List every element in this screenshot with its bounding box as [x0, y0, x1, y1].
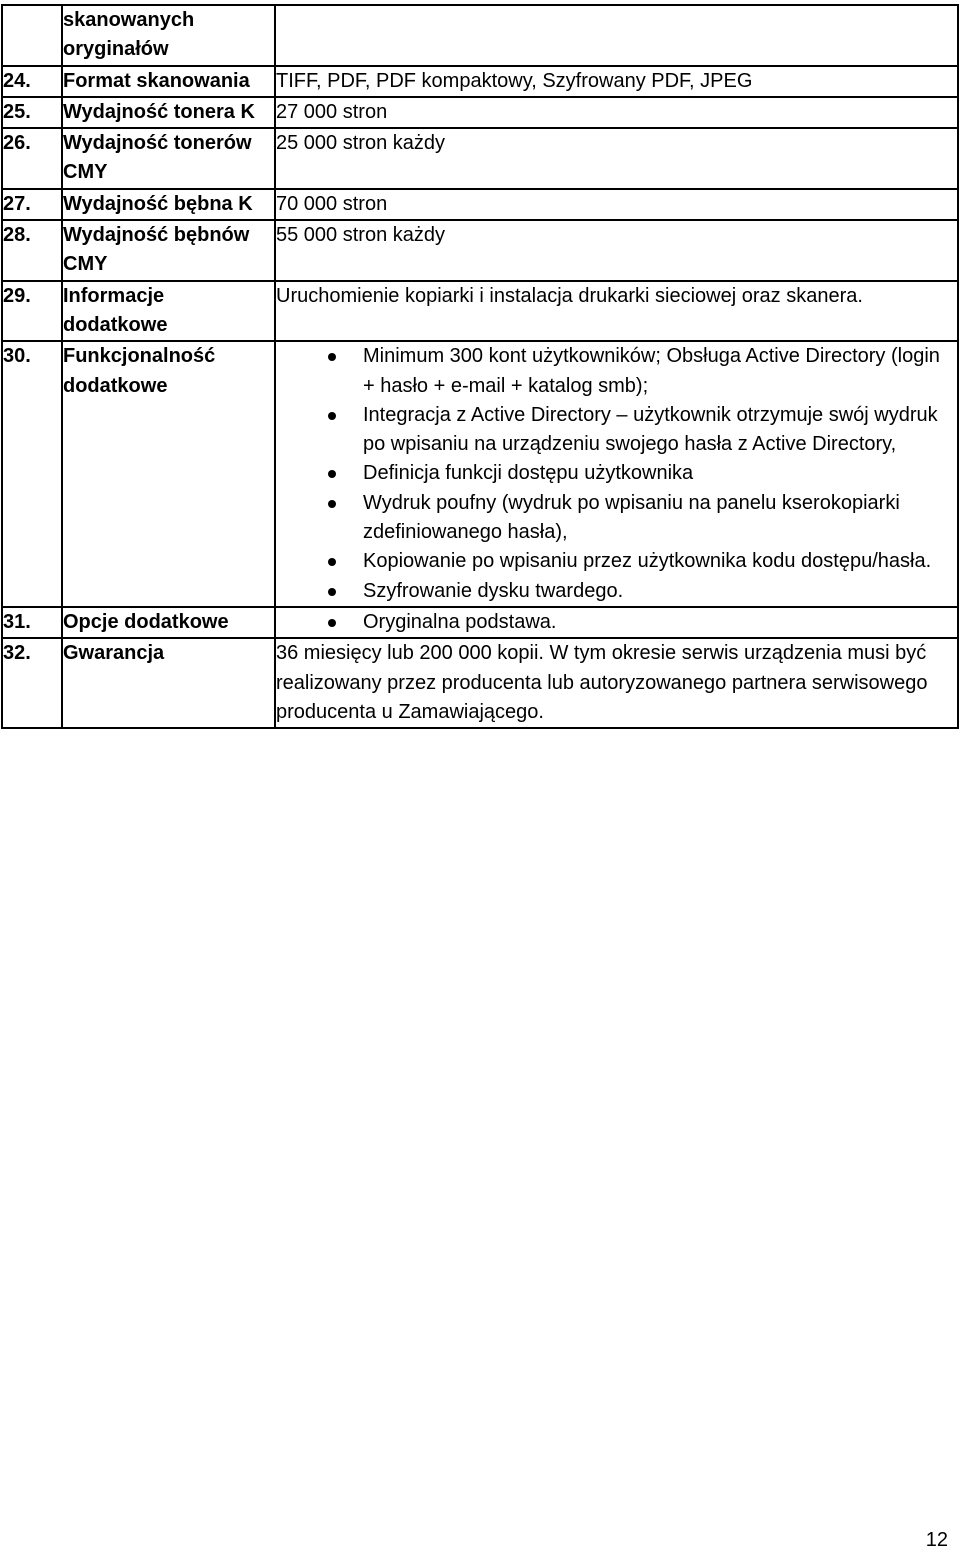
- list-item-text: Oryginalna podstawa.: [363, 610, 557, 633]
- bullet-icon: [328, 619, 336, 627]
- row-value: [275, 341, 958, 607]
- row-value: 70 000 stron: [275, 189, 958, 220]
- list-item-text: Wydruk poufny (wydruk po wpisaniu na panelu kserokopiarki zdefiniowanego hasła),: [363, 491, 900, 544]
- row-value: 27 000 stron: [275, 97, 958, 128]
- bullet-icon: [328, 412, 336, 420]
- row-value: Uruchomienie kopiarki i instalacja drukarki sieciowej oraz skanera.: [275, 281, 958, 342]
- list-item: [276, 459, 957, 488]
- row-number: 29.: [2, 281, 62, 342]
- list-item: [276, 608, 957, 637]
- table-row: [2, 5, 958, 66]
- row-label: Wydajność bębnów CMY: [62, 220, 275, 281]
- row-number: 30.: [2, 341, 62, 607]
- row-label: Wydajność tonera K: [62, 97, 275, 128]
- list-item-text: Integracja z Active Directory – użytkownik otrzymuje swój wydruk po wpisaniu na urządzeniu swojego hasła z Active Directory,: [363, 403, 938, 456]
- feature-list: [276, 342, 957, 606]
- list-item: [276, 489, 957, 548]
- row-value: 55 000 stron każdy: [275, 220, 958, 281]
- table-row: [2, 97, 958, 128]
- list-item: [276, 547, 957, 576]
- row-number: 27.: [2, 189, 62, 220]
- row-number: 26.: [2, 128, 62, 189]
- row-number: 24.: [2, 66, 62, 97]
- table-row: [2, 189, 958, 220]
- row-number: 25.: [2, 97, 62, 128]
- row-label: Wydajność bębna K: [62, 189, 275, 220]
- table-row: [2, 281, 958, 342]
- bullet-icon: [328, 470, 336, 478]
- row-label: Format skanowania: [62, 66, 275, 97]
- row-label: Opcje dodatkowe: [62, 607, 275, 638]
- row-label: Gwarancja: [62, 638, 275, 728]
- list-item: [276, 401, 957, 460]
- table-row: [2, 341, 958, 607]
- list-item: [276, 577, 957, 606]
- row-label: Informacje dodatkowe: [62, 281, 275, 342]
- row-number: 28.: [2, 220, 62, 281]
- list-item-text: Definicja funkcji dostępu użytkownika: [363, 462, 694, 485]
- table-row: [2, 638, 958, 728]
- list-item-text: Minimum 300 kont użytkowników; Obsługa Active Directory (login + hasło + e-mail + katalog smb);: [363, 345, 940, 397]
- row-value: [275, 5, 958, 66]
- bullet-icon: [328, 558, 336, 566]
- row-number: 32.: [2, 638, 62, 728]
- row-value: 25 000 stron każdy: [275, 128, 958, 189]
- row-label: skanowanych oryginałów: [62, 5, 275, 66]
- list-item: [276, 342, 957, 401]
- row-value: [275, 607, 958, 638]
- row-label: Wydajność tonerów CMY: [62, 128, 275, 189]
- table-row: [2, 66, 958, 97]
- page-number: 12: [925, 1529, 948, 1551]
- bullet-icon: [328, 588, 336, 596]
- table-row: [2, 128, 958, 189]
- bullet-icon: [328, 353, 336, 361]
- table-row: [2, 607, 958, 638]
- row-value: 36 miesięcy lub 200 000 kopii. W tym okresie serwis urządzenia musi być realizowany przez producenta lub autoryzowanego partnera serwisowego producenta u Zamawiającego.: [275, 638, 958, 728]
- list-item-text: Kopiowanie po wpisaniu przez użytkownika kodu dostępu/hasła.: [363, 550, 932, 573]
- table-row: [2, 220, 958, 281]
- bullet-icon: [328, 500, 336, 508]
- specification-table: [1, 4, 959, 729]
- row-number: 31.: [2, 607, 62, 638]
- options-list: [276, 608, 957, 637]
- row-number: [2, 5, 62, 66]
- row-label: Funkcjonalność dodatkowe: [62, 341, 275, 607]
- row-value: TIFF, PDF, PDF kompaktowy, Szyfrowany PDF, JPEG: [275, 66, 958, 97]
- list-item-text: Szyfrowanie dysku twardego.: [363, 579, 624, 602]
